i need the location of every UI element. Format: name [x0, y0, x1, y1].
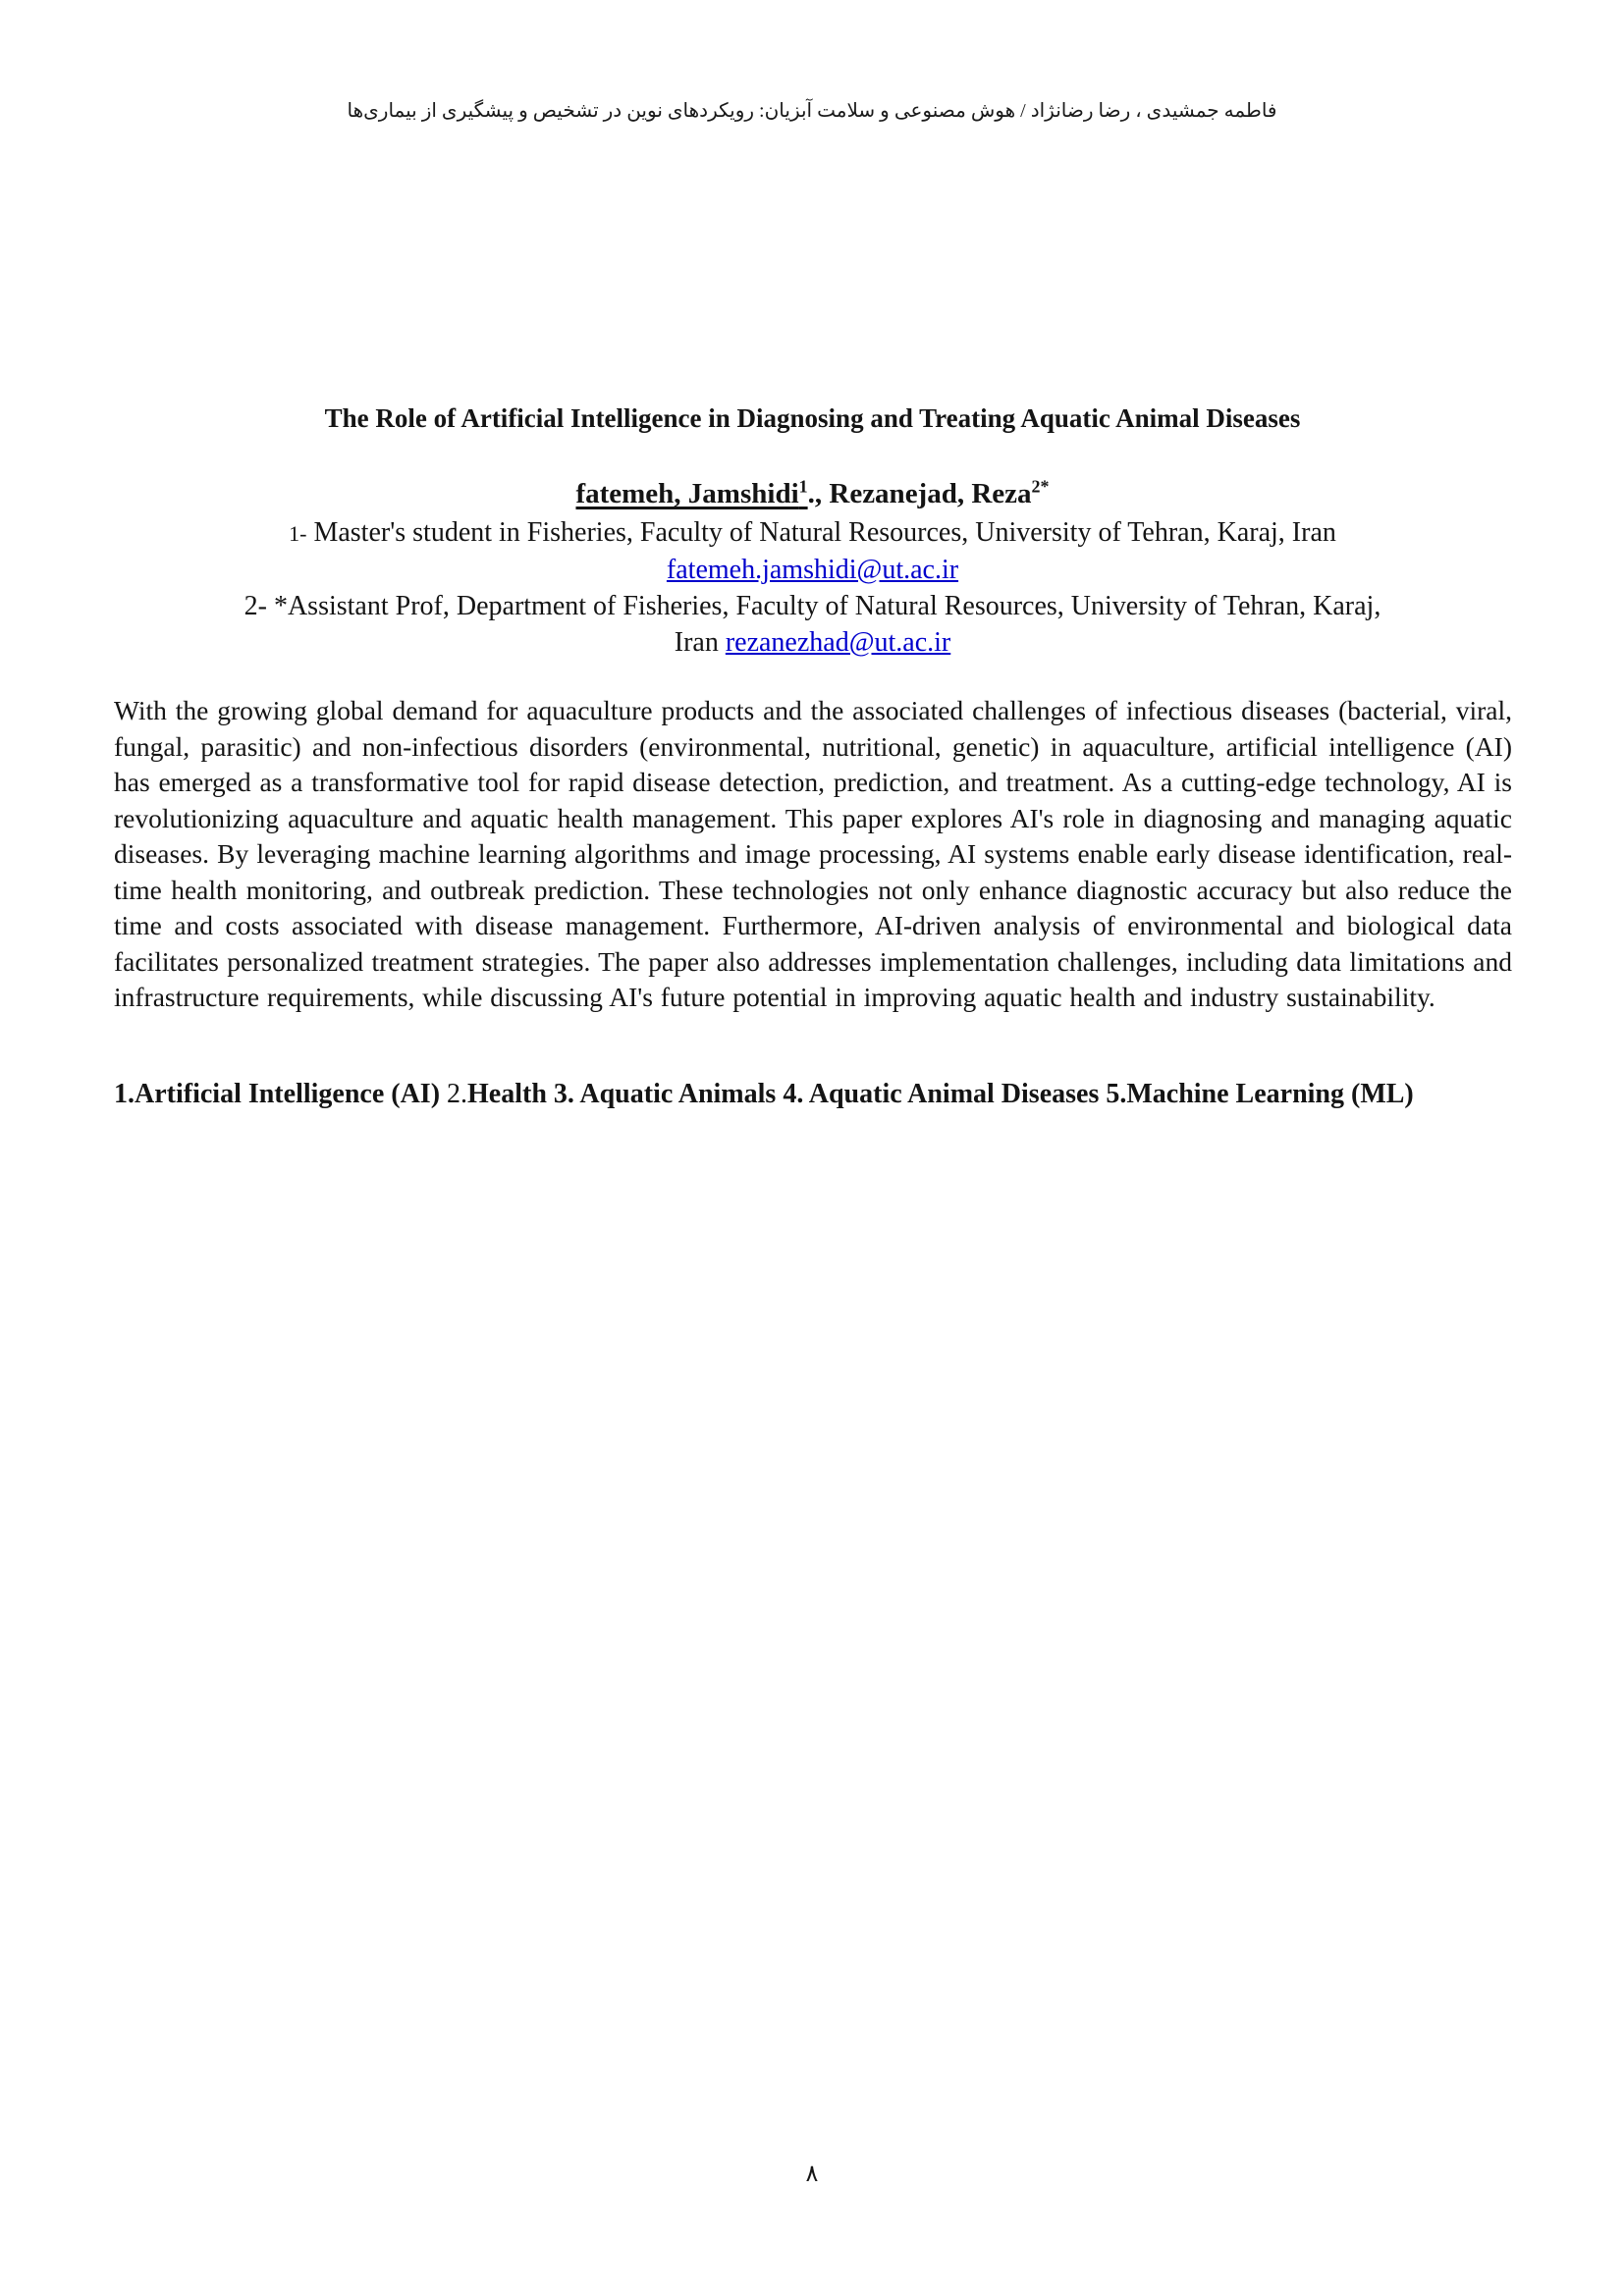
affiliation-2-line2 [113, 624, 1512, 661]
author-2-superscript: 2* [1031, 476, 1050, 497]
authors-line [113, 474, 1512, 513]
affiliation-2-country: Iran [674, 627, 726, 658]
keyword-3: 3. Aquatic Animals [553, 1079, 784, 1109]
author-1 [575, 478, 807, 509]
page-number: ٨ [805, 2162, 819, 2187]
keyword-2-number: 2. [447, 1079, 468, 1109]
keyword-2: Health [467, 1079, 554, 1109]
running-header-farsi: فاطمه جمشیدی ، رضا رضانژاد / هوش مصنوعی و سلامت آبزیان: رویکردهای نوین در تشخیص و پیشگیری از بیماری‌ها [347, 100, 1277, 122]
keyword-5: 5.Machine Learning (ML) [1106, 1079, 1414, 1109]
abstract-text: With the growing global demand for aquaculture products and the associated challenges of infectious diseases (bacterial, viral, fungal, parasitic) and non-infectious disorders (environmental, nutritional, genetic) in aquaculture, artificial intelligence (AI) has emerged as a transformative tool for rapid disease detection, prediction, and treatment. As a cutting-edge technology, AI is revolutionizing aquaculture and aquatic health management. This paper explores AI's role in diagnosing and managing aquatic diseases. By leveraging machine learning algorithms and image processing, AI systems enable early disease identification, real-time health monitoring, and outbreak prediction. These technologies not only enhance diagnostic accuracy but also reduce the time and costs associated with disease management. Furthermore, AI-driven analysis of environmental and biological data facilitates personalized treatment strategies. The paper also addresses implementation challenges, including data limitations and infrastructure requirements, while discussing AI's future potential in improving aquatic health and industry sustainability. [114, 695, 1512, 1012]
author-1-superscript: 1 [798, 476, 808, 497]
affiliation-1 [113, 514, 1512, 552]
author-2-name: Rezanejad, Reza [829, 478, 1032, 509]
keyword-1: 1.Artificial Intelligence (AI) [114, 1079, 448, 1109]
email-link-author2[interactable]: rezanezhad@ut.ac.ir [725, 627, 951, 658]
paper-title: The Role of Artificial Intelligence in Diagnosing and Treating Aquatic Animal Diseases [324, 403, 1301, 433]
affiliations-block [113, 514, 1512, 661]
affiliation-1-text: Master's student in Fisheries, Faculty of Natural Resources, University of Tehran, Karaj, Iran [306, 517, 1336, 548]
affiliation-2-line1: 2- *Assistant Prof, Department of Fisheries, Faculty of Natural Resources, University of Tehran, Karaj, [244, 591, 1381, 621]
keywords-line [114, 1077, 1512, 1112]
authors-separator: ., [807, 478, 830, 509]
author-1-name: fatemeh, Jamshidi [575, 478, 799, 509]
keyword-4: 4. Aquatic Animal Diseases [783, 1079, 1107, 1109]
email-link-author1[interactable]: fatemeh.jamshidi@ut.ac.ir [666, 555, 959, 585]
affiliation-1-number: 1- [289, 521, 307, 546]
affiliation-1-email-line [113, 552, 1512, 588]
